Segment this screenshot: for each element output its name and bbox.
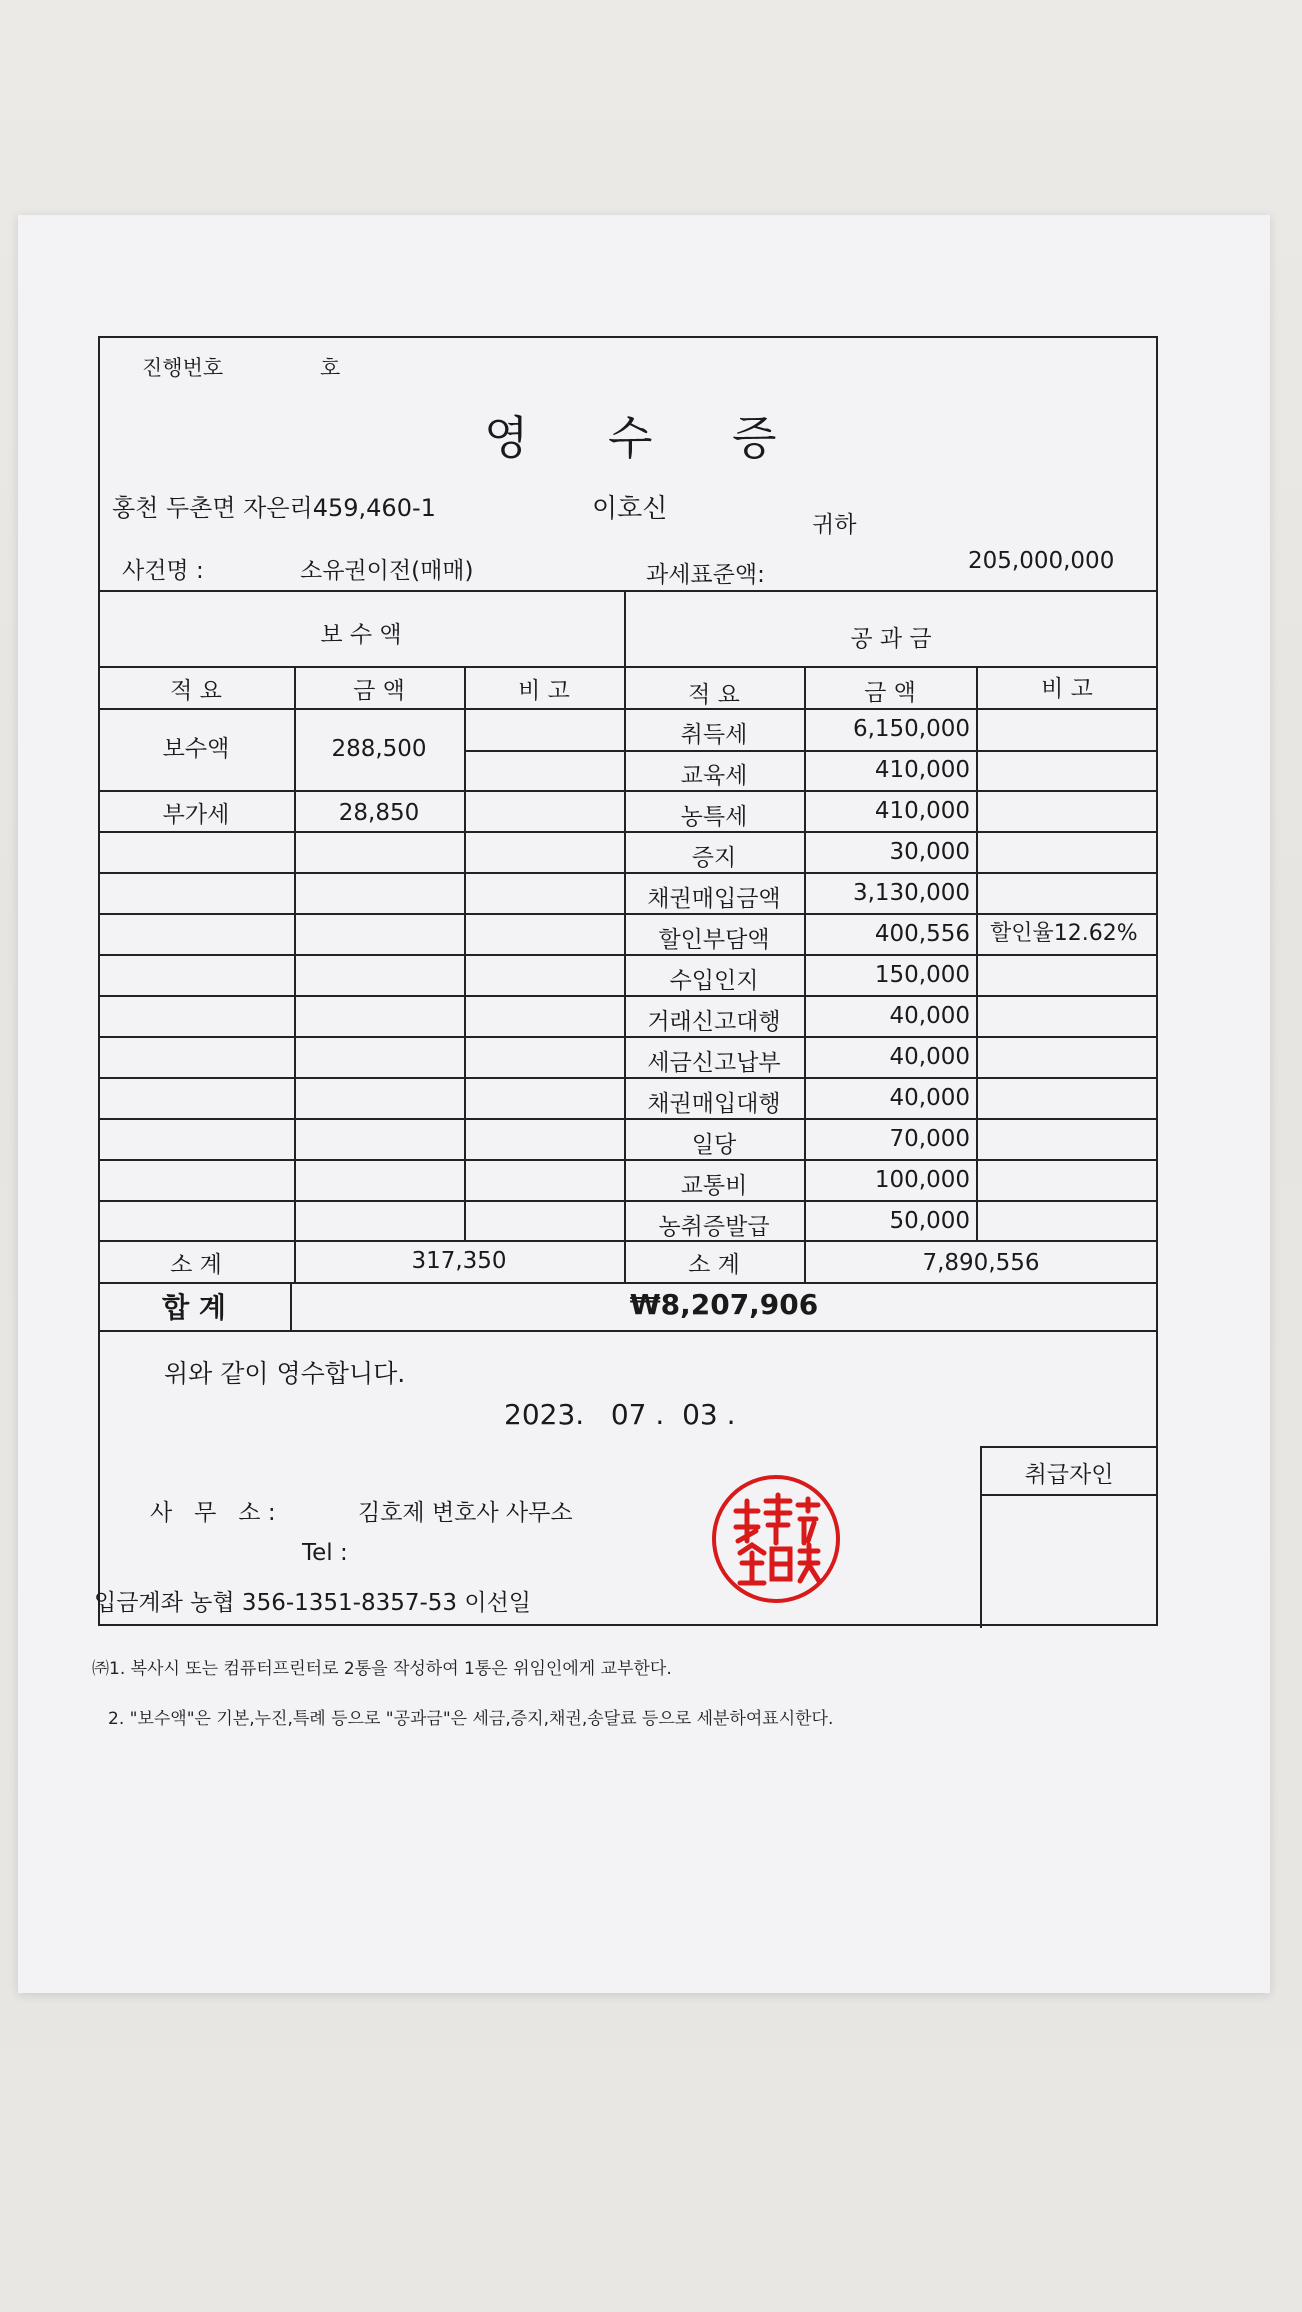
case-label: 사건명 : xyxy=(122,558,204,584)
fee-section-title: 보 수 액 xyxy=(320,622,402,648)
row-rule xyxy=(98,1200,1158,1202)
tax-row-amount: 70,000 xyxy=(889,1126,970,1152)
tax-base-value: 205,000,000 xyxy=(968,548,1115,574)
col-fee-note xyxy=(464,666,466,1240)
fee-row-item: 부가세 xyxy=(162,802,230,828)
tax-row-item: 교육세 xyxy=(680,763,748,789)
col-tax-note xyxy=(976,666,978,1240)
tax-row-amount: 30,000 xyxy=(889,839,970,865)
fee-col-note: 비 고 xyxy=(518,678,570,704)
fee-row-amount: 28,850 xyxy=(338,800,420,826)
deposit-account: 입금계좌 농협 356-1351-8357-53 이선일 xyxy=(94,1590,532,1616)
row-rule xyxy=(98,1159,1158,1161)
title-char-2: 수 xyxy=(608,411,653,465)
tax-row-item: 할인부담액 xyxy=(658,927,770,953)
footnote-2: 2. "보수액"은 기본,누진,특례 등으로 "공과금"은 세금,증지,채권,송달료 등으로 세분하여표시한다. xyxy=(108,1709,834,1729)
tax-row-item: 거래신고대행 xyxy=(647,1009,781,1035)
receipt-statement: 위와 같이 영수합니다. xyxy=(164,1359,406,1388)
rule-total-top xyxy=(98,1282,1158,1284)
footnote-1: ㈜1. 복사시 또는 컴퓨터프린터로 2통을 작성하여 1통은 위임인에게 교부한다. xyxy=(92,1659,672,1679)
discount-rate-note: 할인율12.62% xyxy=(990,921,1138,946)
rule-fee-note-split xyxy=(464,750,624,752)
row-rule xyxy=(98,913,1158,915)
receipt-date: 2023. 07 . 03 . xyxy=(504,1398,736,1431)
fee-col-amount: 금 액 xyxy=(353,678,405,704)
row-rule xyxy=(98,954,1158,956)
tax-section-title: 공 과 금 xyxy=(850,626,932,652)
tax-row-item: 취득세 xyxy=(680,722,748,748)
tax-row-amount: 50,000 xyxy=(889,1208,970,1234)
handler-label: 취급자인 xyxy=(1024,1462,1114,1488)
tax-row-amount: 410,000 xyxy=(874,757,970,783)
row-rule xyxy=(98,1118,1158,1120)
tax-col-item: 적 요 xyxy=(688,682,740,708)
tax-row-item: 교통비 xyxy=(680,1173,748,1199)
rule-header xyxy=(98,590,1158,592)
tax-row-item: 세금신고납부 xyxy=(647,1050,781,1076)
tax-row-item: 증지 xyxy=(691,845,737,871)
seal-glyphs xyxy=(716,1479,836,1599)
rule-total-bottom xyxy=(98,1330,1158,1332)
handler-box-rule xyxy=(980,1494,1158,1496)
tax-row-item: 채권매입대행 xyxy=(647,1091,781,1117)
progress-number-label: 진행번호 xyxy=(142,356,224,380)
fee-row-item: 보수액 xyxy=(162,736,230,762)
tax-row-amount: 40,000 xyxy=(889,1085,970,1111)
address: 홍천 두촌면 자은리459,460-1 xyxy=(112,494,436,522)
rule-tax-row-1 xyxy=(624,750,1158,752)
total-label: 합 계 xyxy=(162,1291,226,1324)
fee-row-amount: 288,500 xyxy=(331,736,427,762)
tax-subtotal-label: 소 계 xyxy=(688,1252,740,1278)
fee-subtotal-label: 소 계 xyxy=(170,1252,222,1278)
tax-row-amount: 410,000 xyxy=(874,798,970,824)
row-rule xyxy=(98,1077,1158,1079)
rule-section-title xyxy=(98,666,1158,668)
tax-row-item: 일당 xyxy=(691,1132,737,1158)
row-rule xyxy=(98,1036,1158,1038)
tax-row-item: 채권매입금액 xyxy=(647,886,781,912)
office-value: 김호제 변호사 사무소 xyxy=(358,1500,573,1526)
tax-col-note: 비 고 xyxy=(1041,676,1093,702)
row-rule xyxy=(98,790,1158,792)
title-char-3: 증 xyxy=(732,411,777,465)
tel-label: Tel : xyxy=(302,1540,348,1566)
title-char-1: 영 xyxy=(484,411,529,465)
fee-subtotal-value: 317,350 xyxy=(411,1248,507,1274)
tax-row-amount: 100,000 xyxy=(874,1167,970,1193)
tax-base-label: 과세표준액: xyxy=(646,562,765,588)
lawyer-seal-stamp xyxy=(712,1475,840,1603)
row-rule xyxy=(98,995,1158,997)
tax-row-amount: 40,000 xyxy=(889,1003,970,1029)
tax-row-amount: 400,556 xyxy=(874,921,970,947)
total-value: ₩8,207,906 xyxy=(629,1288,819,1321)
tax-row-amount: 6,150,000 xyxy=(852,716,970,742)
case-value: 소유권이전(매매) xyxy=(300,558,474,584)
honorific: 귀하 xyxy=(812,512,857,538)
row-rule xyxy=(98,872,1158,874)
progress-number-suffix: 호 xyxy=(320,356,341,380)
tax-row-item: 농특세 xyxy=(680,804,748,830)
row-rule xyxy=(98,831,1158,833)
tax-col-amount: 금 액 xyxy=(864,680,916,706)
fee-col-item: 적 요 xyxy=(170,678,222,704)
tax-subtotal-value: 7,890,556 xyxy=(922,1250,1040,1276)
tax-row-amount: 3,130,000 xyxy=(852,880,970,906)
tax-row-item: 농취증발급 xyxy=(658,1214,770,1240)
tax-row-item: 수입인지 xyxy=(669,968,759,994)
recipient-name: 이호신 xyxy=(592,494,668,524)
office-label: 사 무 소 : xyxy=(150,1500,276,1526)
tax-row-amount: 150,000 xyxy=(874,962,970,988)
tax-row-amount: 40,000 xyxy=(889,1044,970,1070)
